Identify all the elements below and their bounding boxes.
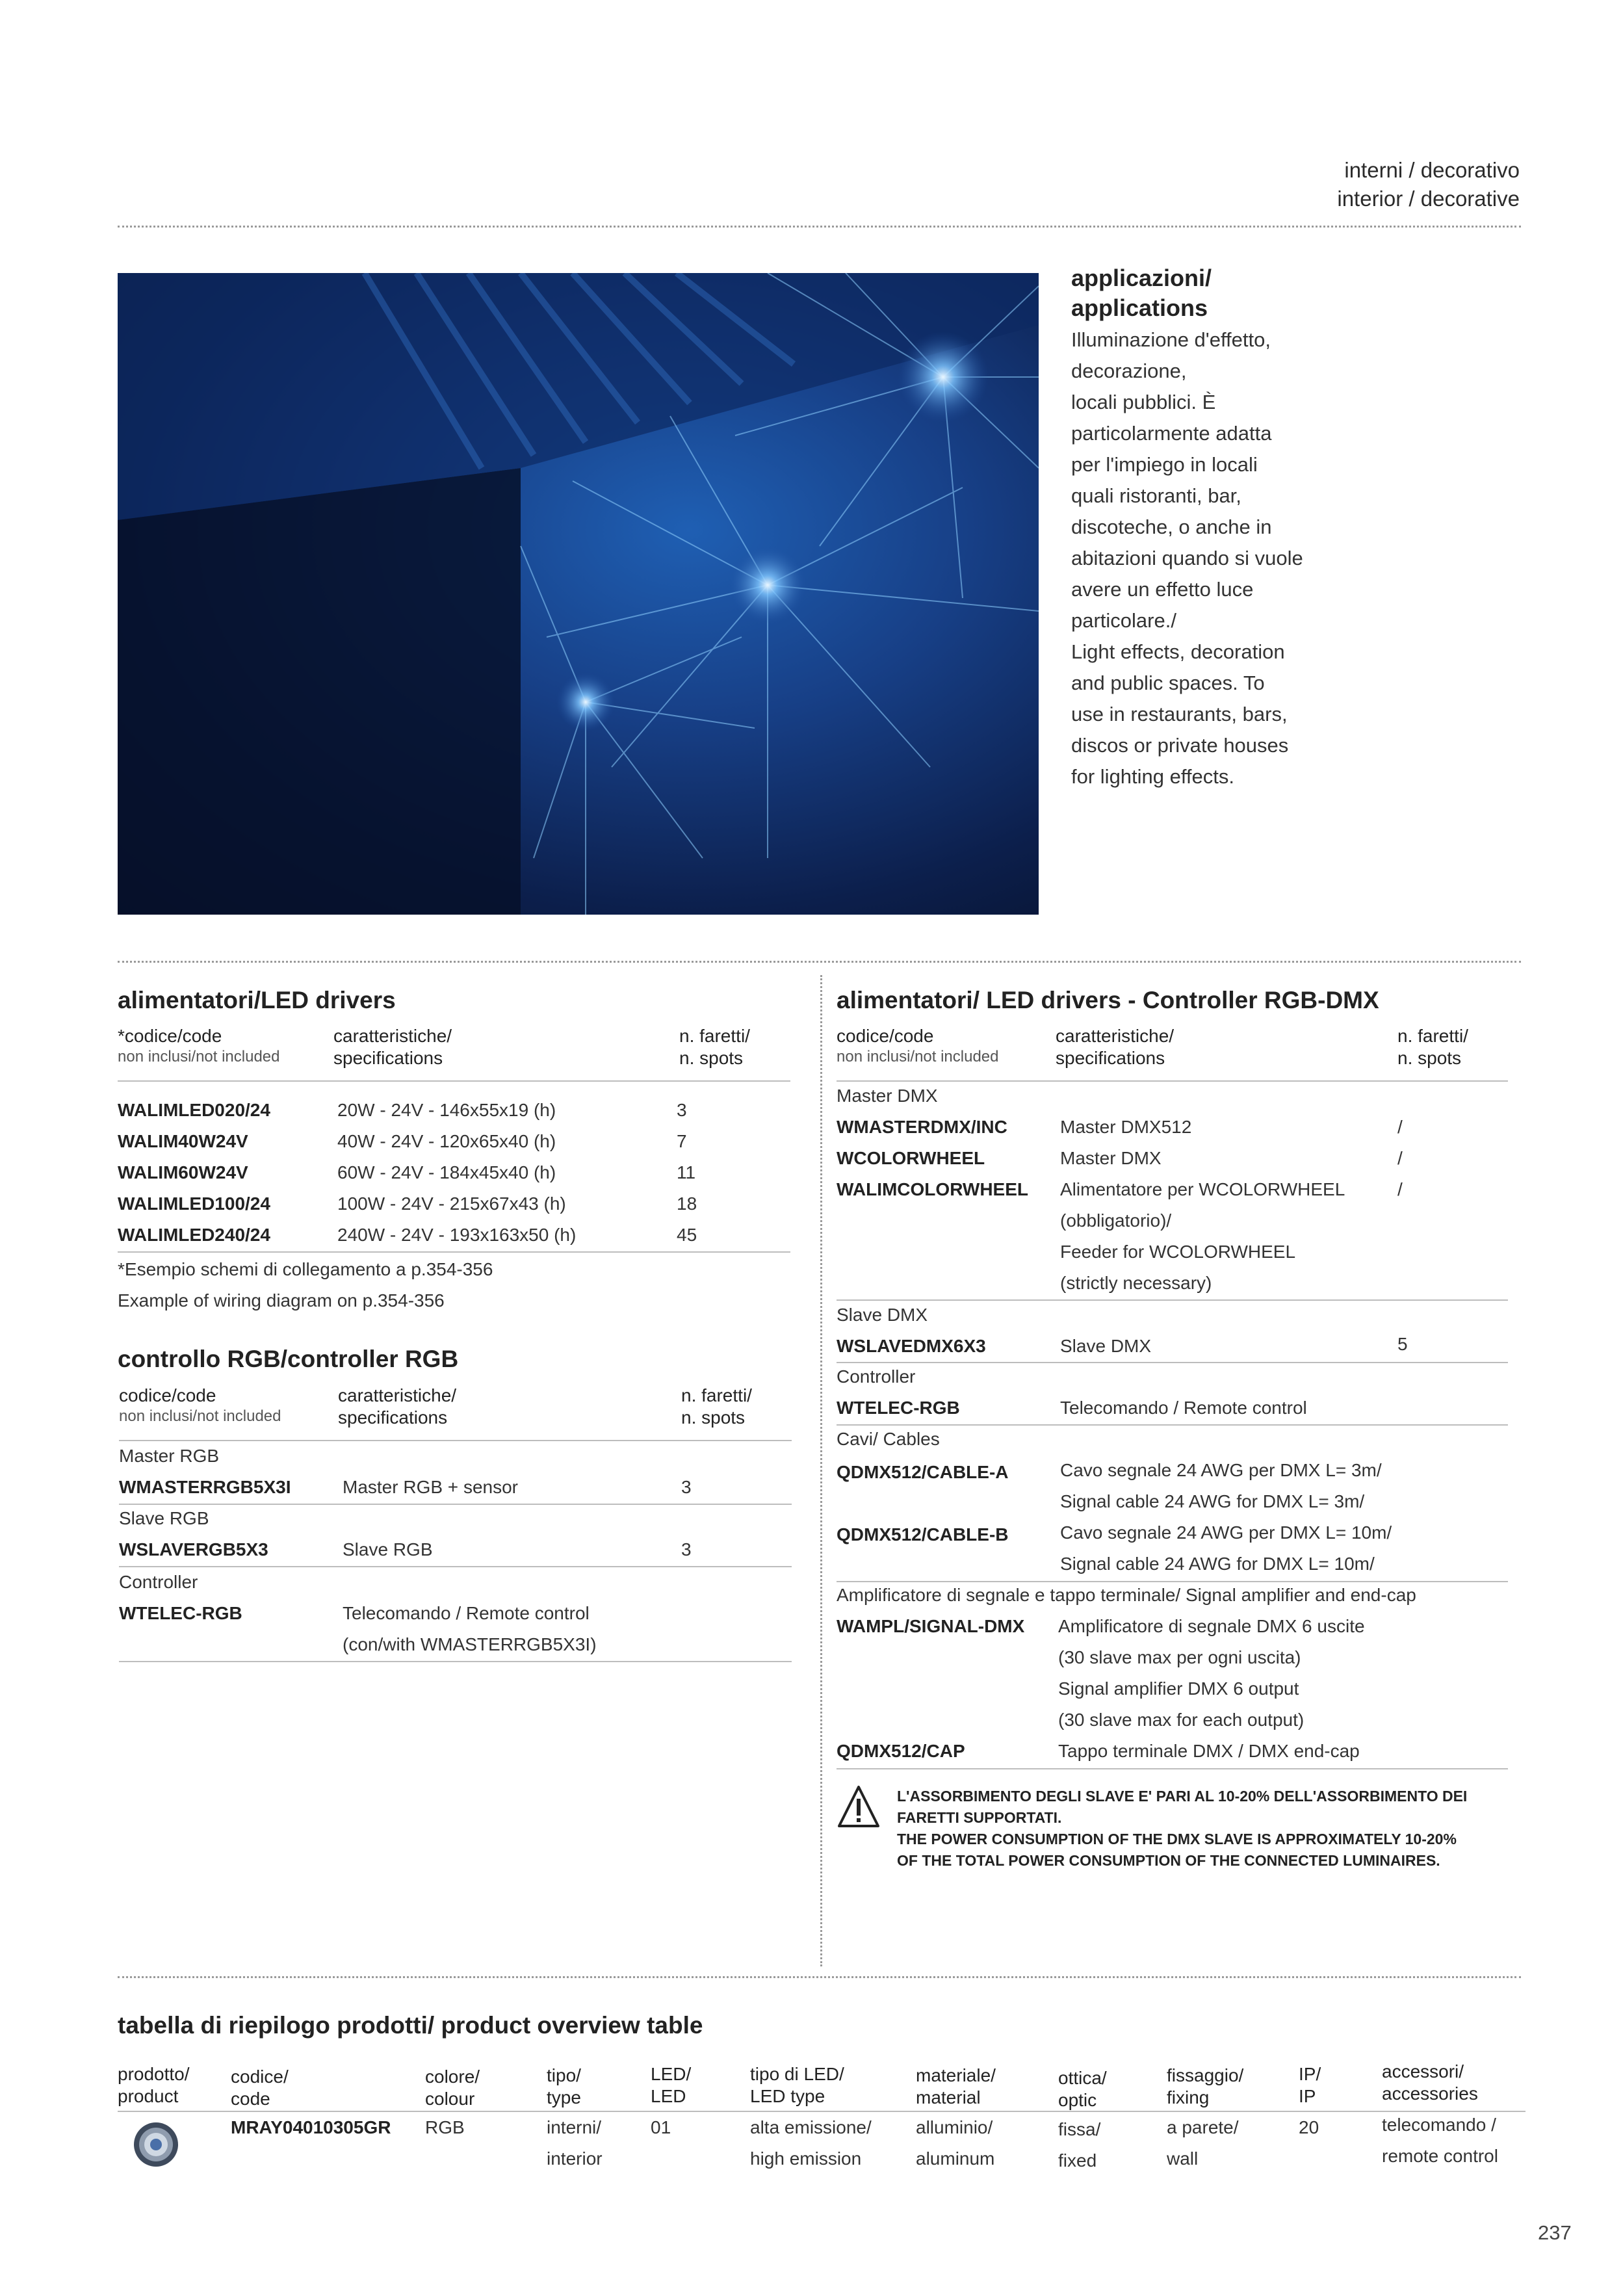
- table-row-spec: Cavo segnale 24 AWG per DMX L= 3m/: [1060, 1460, 1382, 1480]
- overview-col-colour: [425, 2066, 480, 2110]
- drivers-col-spots: [679, 1025, 750, 1069]
- table-row-spec: (obbligatorio)/: [1060, 1210, 1172, 1231]
- table-row-spots: 18: [677, 1194, 697, 1214]
- product-thumbnail: [132, 2120, 180, 2169]
- applications-line: decorazione,: [1071, 359, 1187, 382]
- warning-icon: [837, 1784, 881, 1831]
- overview-row-fixing: wall: [1167, 2148, 1199, 2169]
- col-header-it: prodotto/: [118, 2064, 190, 2084]
- group-label: Controller: [119, 1572, 198, 1592]
- table-row-spec: Master DMX: [1060, 1148, 1162, 1168]
- table-row-spec: (30 slave max for each output): [1058, 1710, 1305, 1730]
- overview-row-optic: fixed: [1058, 2150, 1097, 2171]
- overview-row-ip: 20: [1299, 2117, 1319, 2137]
- row-rule: [119, 1504, 792, 1505]
- rgb-col-spec-2: specifications: [338, 1407, 448, 1428]
- drivers-col-spec-1: caratteristiche/: [333, 1026, 452, 1046]
- col-header-it: ottica/: [1058, 2068, 1107, 2088]
- col-header-en: LED type: [750, 2086, 825, 2106]
- overview-row-colour: RGB: [425, 2117, 465, 2137]
- applications-line: per l'impiego in locali: [1071, 453, 1258, 476]
- rgb-col-spots-2: n. spots: [681, 1407, 746, 1428]
- table-row-spec: 60W - 24V - 184x45x40 (h): [337, 1162, 556, 1182]
- rgb-col-spots-1: n. faretti/: [681, 1385, 752, 1405]
- overview-divider: [118, 1976, 1521, 1978]
- col-header-it: colore/: [425, 2067, 480, 2087]
- table-row-spec: Amplificatore di segnale DMX 6 uscite: [1058, 1616, 1365, 1636]
- col-header-en: material: [916, 2087, 981, 2107]
- table-row-spec: Master DMX512: [1060, 1117, 1192, 1137]
- table-row-spots: 5: [1397, 1334, 1408, 1354]
- rgb-col-spec-1: caratteristiche/: [338, 1385, 457, 1405]
- table-row-code: QDMX512/CAP: [837, 1741, 965, 1761]
- overview-row-accessories: telecomando /: [1382, 2115, 1496, 2135]
- group-label: Slave RGB: [119, 1508, 209, 1528]
- dmx-col-spec-2: specifications: [1056, 1048, 1165, 1068]
- applications-title-en: applications: [1071, 294, 1208, 321]
- table-row-code: WMASTERDMX/INC: [837, 1117, 1007, 1137]
- table-row-spots: 3: [681, 1477, 692, 1497]
- group-label: Cavi/ Cables: [837, 1429, 940, 1449]
- table-row-code: WTELEC-RGB: [837, 1398, 960, 1418]
- applications-line: abitazioni quando si vuole: [1071, 547, 1303, 569]
- row-rule: [119, 1566, 792, 1567]
- table-row-spec: Slave DMX: [1060, 1336, 1152, 1356]
- overview-row-accessories: remote control: [1382, 2146, 1498, 2166]
- table-row-spec: (strictly necessary): [1060, 1273, 1212, 1293]
- table-row-spec: 20W - 24V - 146x55x19 (h): [337, 1100, 556, 1120]
- dmx-col-code: [837, 1025, 999, 1067]
- drivers-col-spec-2: specifications: [333, 1048, 443, 1068]
- overview-col-ledtype: [750, 2063, 844, 2107]
- table-row-code: WALIMLED240/24: [118, 1225, 270, 1245]
- overview-row-led: 01: [651, 2117, 671, 2137]
- section-divider: [118, 961, 1521, 963]
- table-row-spec: Signal amplifier DMX 6 output: [1058, 1678, 1299, 1699]
- warning-line: THE POWER CONSUMPTION OF THE DMX SLAVE IS APPROXIMATELY 10-20%: [897, 1831, 1457, 1847]
- overview-row-optic: fissa/: [1058, 2119, 1101, 2139]
- table-row-spots: /: [1397, 1179, 1403, 1199]
- dmx-col-spec-1: caratteristiche/: [1056, 1026, 1175, 1046]
- warning-text: [897, 1786, 1467, 1872]
- row-rule: [837, 1581, 1508, 1582]
- applications-text: [1071, 324, 1435, 792]
- drivers-note: *Esempio schemi di collegamento a p.354-356: [118, 1259, 493, 1279]
- applications-line: quali ristoranti, bar,: [1071, 484, 1241, 507]
- applications-line: discoteche, o anche in: [1071, 515, 1272, 538]
- table-row-spots: 11: [677, 1162, 696, 1182]
- overview-col-ip: [1299, 2063, 1321, 2107]
- rgb-header-rule: [119, 1440, 792, 1441]
- table-row-spec: Telecomando / Remote control: [1060, 1398, 1307, 1418]
- table-row-spots: 3: [677, 1100, 687, 1120]
- overview-col-code: [231, 2066, 289, 2110]
- header-divider: [118, 226, 1521, 228]
- col-header-en: optic: [1058, 2090, 1097, 2110]
- col-header-it: accessori/: [1382, 2061, 1464, 2081]
- drivers-col-spots-1: n. faretti/: [679, 1026, 750, 1046]
- product-photo: [118, 273, 1039, 915]
- col-header-en: LED: [651, 2086, 686, 2106]
- col-header-en: type: [547, 2087, 581, 2107]
- overview-header-rule: [118, 2111, 1526, 2112]
- table-row-spec: Slave RGB: [343, 1539, 433, 1559]
- applications-line: discos or private houses: [1071, 734, 1289, 757]
- overview-col-type: [547, 2065, 581, 2109]
- overview-title: tabella di riepilogo prodotti/ product overview table: [118, 2012, 703, 2039]
- controller-rgb-title: controllo RGB/controller RGB: [118, 1346, 459, 1372]
- overview-row-ledtype: alta emissione/: [750, 2117, 872, 2137]
- dmx-title: alimentatori/ LED drivers - Controller RGB-DMX: [837, 987, 1379, 1013]
- group-label: Slave DMX: [837, 1305, 928, 1325]
- col-header-it: IP/: [1299, 2064, 1321, 2084]
- table-row-spec: Signal cable 24 AWG for DMX L= 3m/: [1060, 1491, 1365, 1511]
- table-row-code: WCOLORWHEEL: [837, 1148, 985, 1168]
- overview-col-fixing: [1167, 2065, 1243, 2109]
- applications-line: for lighting effects.: [1071, 765, 1235, 788]
- drivers-header-rule: [118, 1080, 790, 1082]
- section-label-en: interior / decorative: [1337, 187, 1520, 211]
- drivers-col-spec: [333, 1025, 452, 1069]
- col-header-en: IP: [1299, 2086, 1316, 2106]
- applications-block: [1071, 263, 1435, 792]
- table-row-code: WAMPL/SIGNAL-DMX: [837, 1616, 1025, 1636]
- col-header-it: LED/: [651, 2064, 692, 2084]
- table-row-code: WMASTERRGB5X3I: [119, 1477, 291, 1497]
- drivers-col-spots-2: n. spots: [679, 1048, 744, 1068]
- applications-line: and public spaces. To: [1071, 672, 1265, 694]
- col-header-en: product: [118, 2086, 179, 2106]
- overview-row-type: interior: [547, 2148, 603, 2169]
- overview-row-type: interni/: [547, 2117, 602, 2137]
- table-row-code: WTELEC-RGB: [119, 1603, 242, 1623]
- photo-illustration: [118, 273, 1039, 915]
- dmx-col-spots: [1397, 1025, 1468, 1069]
- table-row-code: WALIMCOLORWHEEL: [837, 1179, 1029, 1199]
- table-row-code: QDMX512/CABLE-A: [837, 1462, 1009, 1482]
- table-row-spots: /: [1397, 1117, 1403, 1137]
- applications-line: particolarmente adatta: [1071, 422, 1272, 445]
- overview-col-accessories: [1382, 2061, 1478, 2105]
- applications-line: use in restaurants, bars,: [1071, 703, 1288, 725]
- table-row-spec: (con/with WMASTERRGB5X3I): [343, 1634, 597, 1654]
- table-row-spec: (30 slave max per ogni uscita): [1058, 1647, 1301, 1667]
- applications-line: particolare./: [1071, 609, 1176, 632]
- table-row-spec: Signal cable 24 AWG for DMX L= 10m/: [1060, 1554, 1375, 1574]
- overview-col-product: [118, 2063, 190, 2107]
- row-rule: [837, 1362, 1508, 1363]
- group-label: Master RGB: [119, 1446, 220, 1466]
- table-row-spec: Cavo segnale 24 AWG per DMX L= 10m/: [1060, 1522, 1392, 1543]
- table-row-code: WALIMLED100/24: [118, 1194, 270, 1214]
- overview-col-material: [916, 2065, 996, 2109]
- table-row-spec: Feeder for WCOLORWHEEL: [1060, 1242, 1296, 1262]
- applications-line: locali pubblici. È: [1071, 391, 1216, 413]
- warning-line: FARETTI SUPPORTATI.: [897, 1809, 1062, 1826]
- drivers-note: Example of wiring diagram on p.354-356: [118, 1290, 445, 1311]
- table-row-code: WALIM40W24V: [118, 1131, 248, 1151]
- drivers-bottom-rule: [118, 1251, 790, 1253]
- overview-row-fixing: a parete/: [1167, 2117, 1239, 2137]
- group-label: Controller: [837, 1366, 916, 1387]
- dmx-col-code-sub: non inclusi/not included: [837, 1048, 999, 1065]
- rgb-col-code: [119, 1385, 281, 1426]
- col-header-it: tipo/: [547, 2065, 581, 2085]
- rgb-col-code-sub: non inclusi/not included: [119, 1407, 281, 1425]
- dmx-header-rule: [837, 1080, 1508, 1082]
- drivers-title: alimentatori/LED drivers: [118, 987, 396, 1013]
- page-number: 237: [1538, 2221, 1572, 2244]
- table-row-code: WALIM60W24V: [118, 1162, 248, 1182]
- table-row-code: WSLAVERGB5X3: [119, 1539, 268, 1559]
- drivers-col-code-label: *codice/code: [118, 1026, 222, 1046]
- applications-title-it: applicazioni/: [1071, 265, 1212, 291]
- overview-col-optic: [1058, 2067, 1107, 2111]
- group-label: Amplificatore di segnale e tappo terminale/ Signal amplifier and end-cap: [837, 1585, 1416, 1605]
- row-rule: [837, 1424, 1508, 1426]
- overview-row-material: alluminio/: [916, 2117, 993, 2137]
- applications-line: avere un effetto luce: [1071, 578, 1254, 601]
- overview-row-code: MRAY04010305GR: [231, 2117, 391, 2137]
- warning-line: L'ASSORBIMENTO DEGLI SLAVE E' PARI AL 10-20% DELL'ASSORBIMENTO DEI: [897, 1788, 1468, 1805]
- table-row-code: WALIMLED020/24: [118, 1100, 270, 1120]
- applications-line: Illuminazione d'effetto,: [1071, 328, 1271, 351]
- row-rule: [837, 1299, 1508, 1301]
- table-row-spec: 100W - 24V - 215x67x43 (h): [337, 1194, 566, 1214]
- table-row-code: WSLAVEDMX6X3: [837, 1336, 986, 1356]
- column-divider: [820, 975, 822, 1966]
- table-row-spec: Alimentatore per WCOLORWHEEL: [1060, 1179, 1345, 1199]
- table-row-spec: Tappo terminale DMX / DMX end-cap: [1058, 1741, 1360, 1761]
- dmx-bottom-rule: [837, 1768, 1508, 1769]
- dmx-col-code-label: codice/code: [837, 1026, 934, 1046]
- table-row-spec: 240W - 24V - 193x163x50 (h): [337, 1225, 577, 1245]
- table-row-spots: 3: [681, 1539, 692, 1559]
- dmx-col-spots-2: n. spots: [1397, 1048, 1462, 1068]
- table-row-spots: 7: [677, 1131, 687, 1151]
- drivers-col-code: [118, 1025, 280, 1067]
- applications-line: Light effects, decoration: [1071, 640, 1285, 663]
- col-header-en: fixing: [1167, 2087, 1210, 2107]
- overview-row-ledtype: high emission: [750, 2148, 862, 2169]
- section-label-it: interni / decorativo: [1344, 158, 1520, 182]
- col-header-it: materiale/: [916, 2065, 996, 2085]
- rgb-col-spots: [681, 1385, 752, 1429]
- drivers-col-code-sub: non inclusi/not included: [118, 1048, 280, 1065]
- col-header-en: code: [231, 2089, 270, 2109]
- dmx-col-spots-1: n. faretti/: [1397, 1026, 1468, 1046]
- rgb-col-code-label: codice/code: [119, 1385, 216, 1405]
- table-row-spots: 45: [677, 1225, 697, 1245]
- overview-col-led: [651, 2063, 691, 2107]
- col-header-it: codice/: [231, 2067, 289, 2087]
- section-label: [1337, 156, 1520, 213]
- rgb-col-spec: [338, 1385, 456, 1429]
- group-label: Master DMX: [837, 1086, 938, 1106]
- col-header-it: tipo di LED/: [750, 2064, 844, 2084]
- warning-line: OF THE TOTAL POWER CONSUMPTION OF THE CONNECTED LUMINAIRES.: [897, 1852, 1440, 1869]
- table-row-spec: Master RGB + sensor: [343, 1477, 518, 1497]
- table-row-spec: 40W - 24V - 120x65x40 (h): [337, 1131, 556, 1151]
- table-row-code: QDMX512/CABLE-B: [837, 1524, 1009, 1545]
- col-header-en: accessories: [1382, 2083, 1478, 2104]
- col-header-it: fissaggio/: [1167, 2065, 1244, 2085]
- dmx-col-spec: [1056, 1025, 1174, 1069]
- table-row-spec: Telecomando / Remote control: [343, 1603, 590, 1623]
- overview-row-material: aluminum: [916, 2148, 995, 2169]
- table-row-spots: /: [1397, 1148, 1403, 1168]
- col-header-en: colour: [425, 2089, 475, 2109]
- rgb-bottom-rule: [119, 1661, 792, 1662]
